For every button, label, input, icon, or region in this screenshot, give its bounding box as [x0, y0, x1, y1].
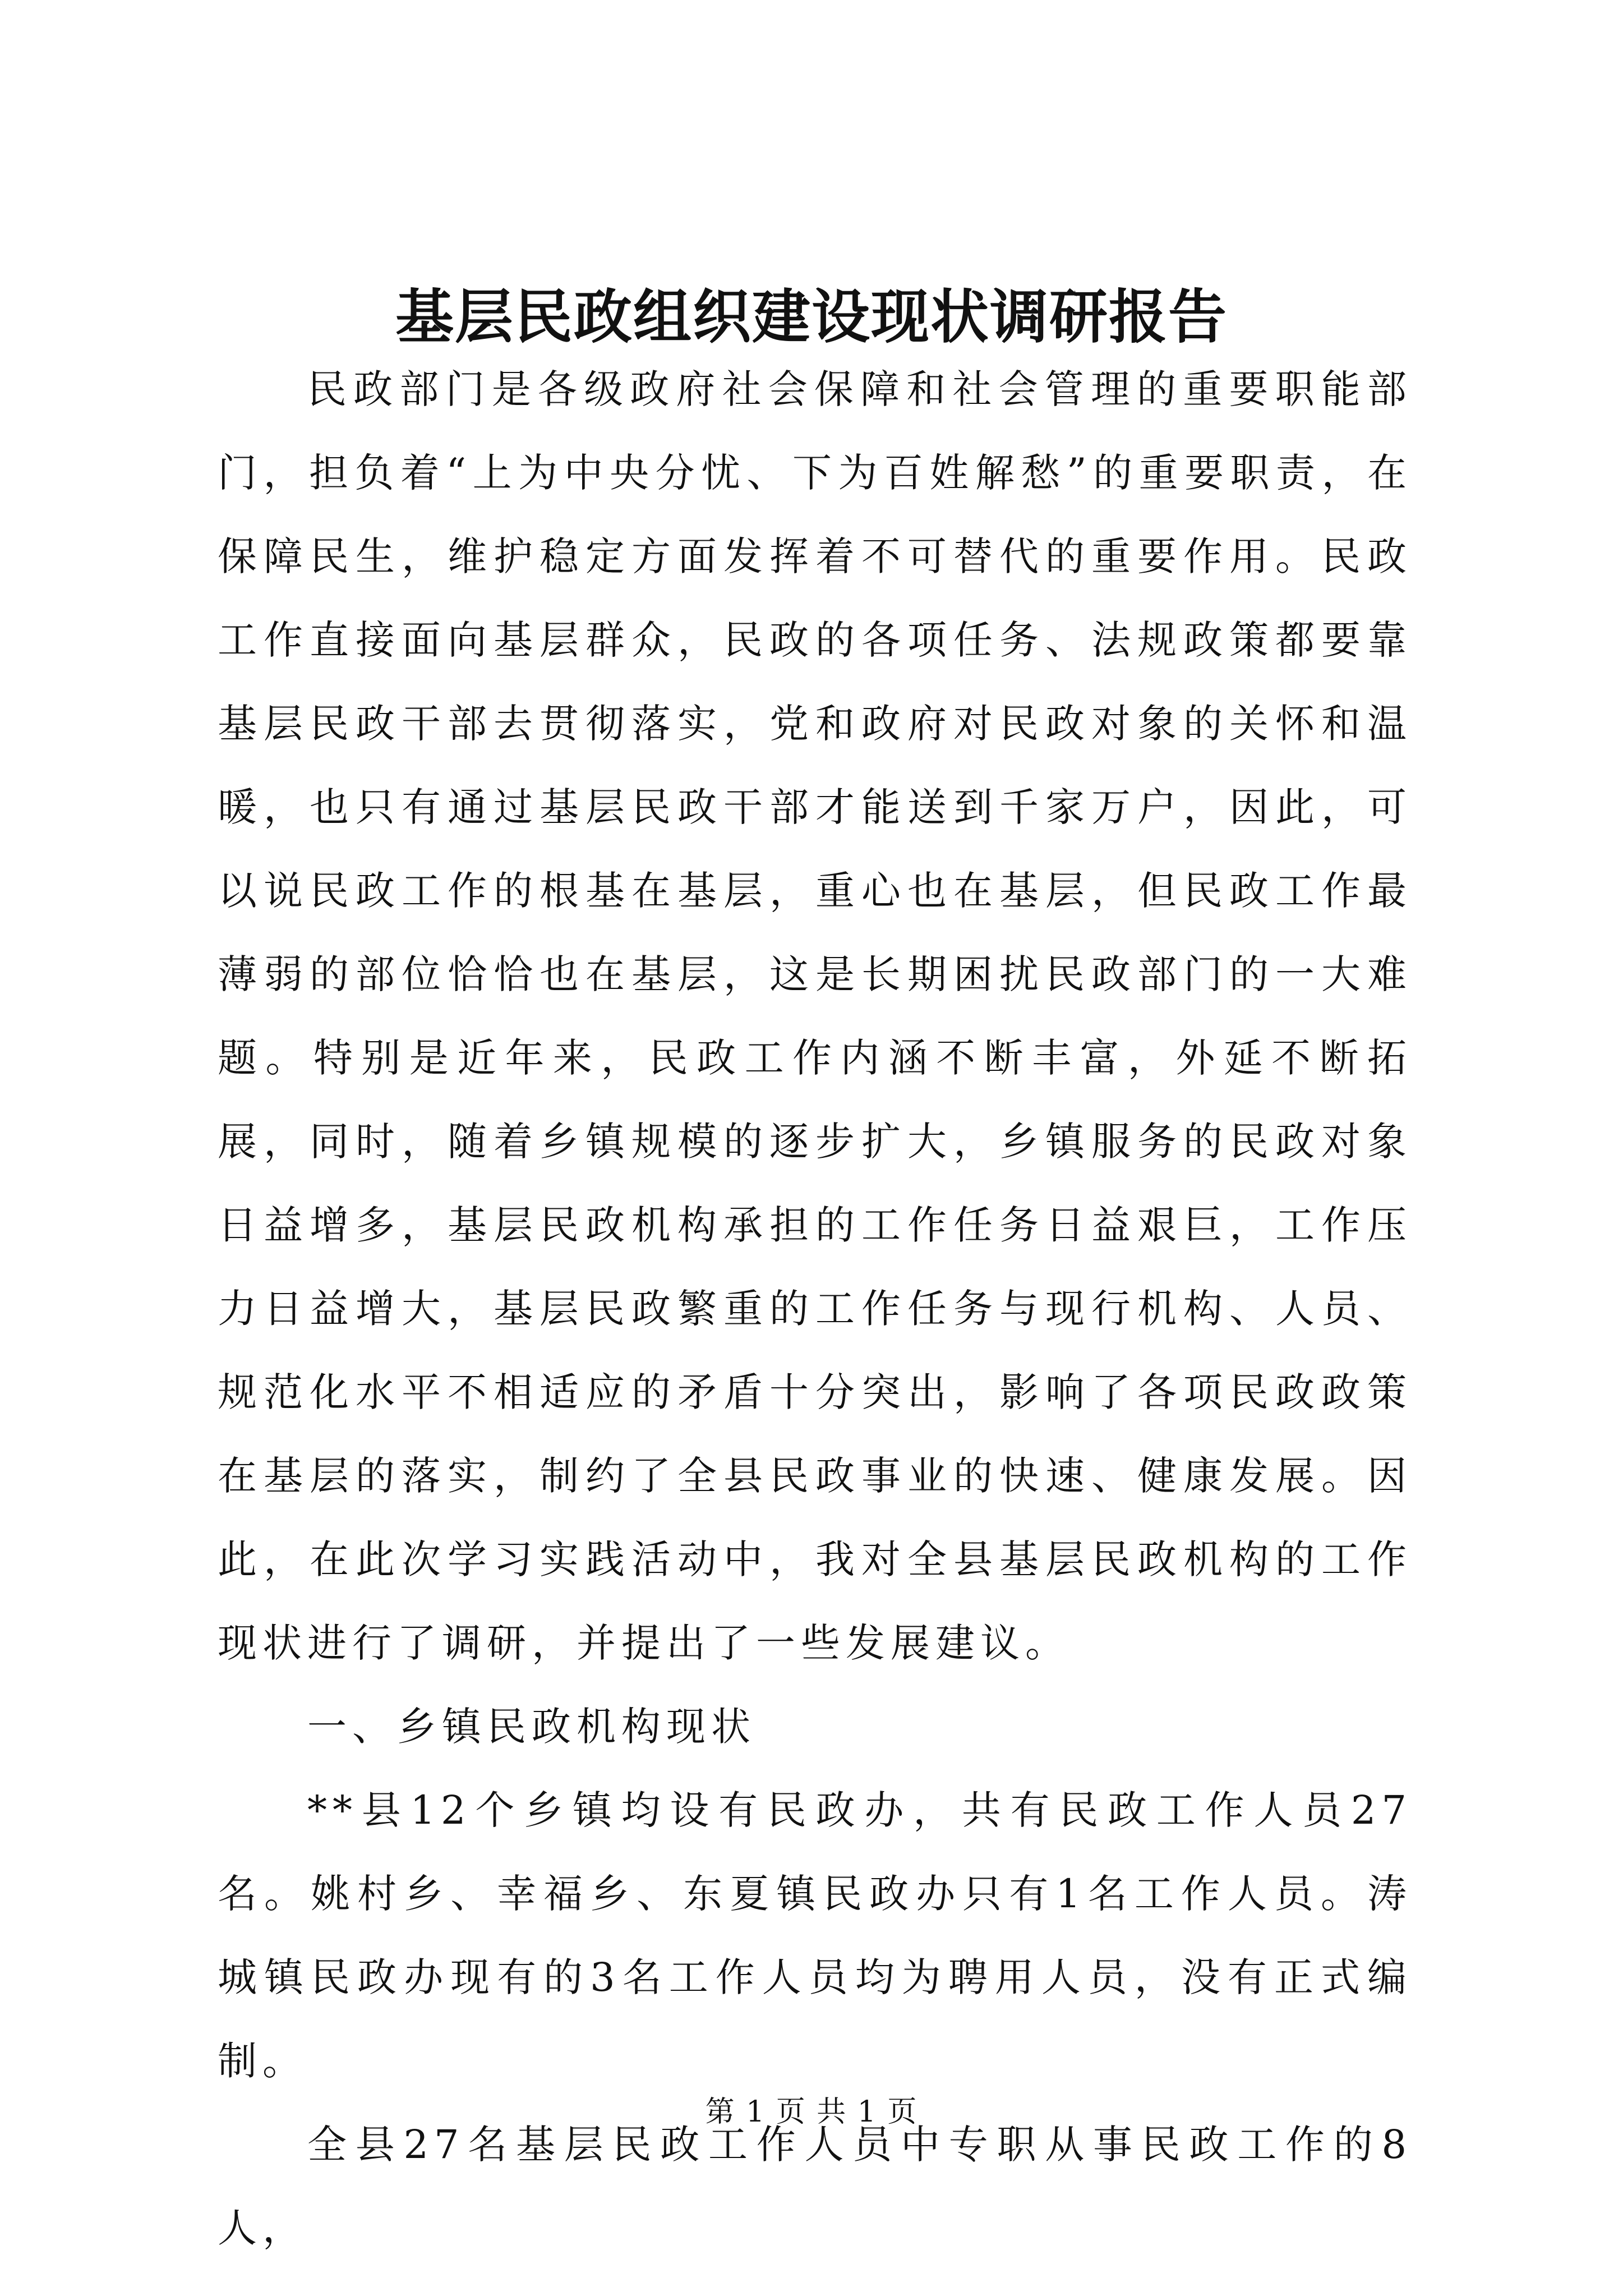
document-body — [218, 348, 1412, 2270]
paragraph-intro: 民政部门是各级政府社会保障和社会管理的重要职能部门，担负着“上为中央分忧、下为百姓解愁”的重要职责，在保障民生，维护稳定方面发挥着不可替代的重要作用。民政工作直接面向基层群众，民政的各项任务、法规政策都要靠基层民政干部去贯彻落实，党和政府对民政对象的关怀和温暖，也只有通过基层民政干部才能送到千家万户，因此，可以说民政工作的根基在基层，重心也在基层，但民政工作最薄弱的部位恰恰也在基层，这是长期困扰民政部门的一大难题。特别是近年来，民政工作内涵不断丰富，外延不断拓展，同时，随着乡镇规模的逐步扩大，乡镇服务的民政对象日益增多，基层民政机构承担的工作任务日益艰巨，工作压力日益增大，基层民政繁重的工作任务与现行机构、人员、规范化水平不相适应的矛盾十分突出，影响了各项民政政策在基层的落实，制约了全县民政事业的快速、健康发展。因此，在此次学习实践活动中，我对全县基层民政机构的工作现状进行了调研，并提出了一些发展建议。 — [218, 366, 1412, 1666]
paragraph-staff: 全县27名基层民政工作人员中专职从事民政工作的8人， — [218, 2122, 1412, 2251]
page-number-footer: 第 1 页 共 1 页 — [705, 2095, 918, 2129]
section-heading: 一、乡镇民政机构现状 — [307, 1704, 756, 1750]
document-title: 基层民政组织建设现状调研报告 — [395, 282, 1228, 351]
paragraph-status: **县12个乡镇均设有民政办，共有民政工作人员27名。姚村乡、幸福乡、东夏镇民政办只有1名工作人员。涛城镇民政办现有的3名工作人员均为聘用人员，没有正式编制。 — [218, 1787, 1412, 2084]
